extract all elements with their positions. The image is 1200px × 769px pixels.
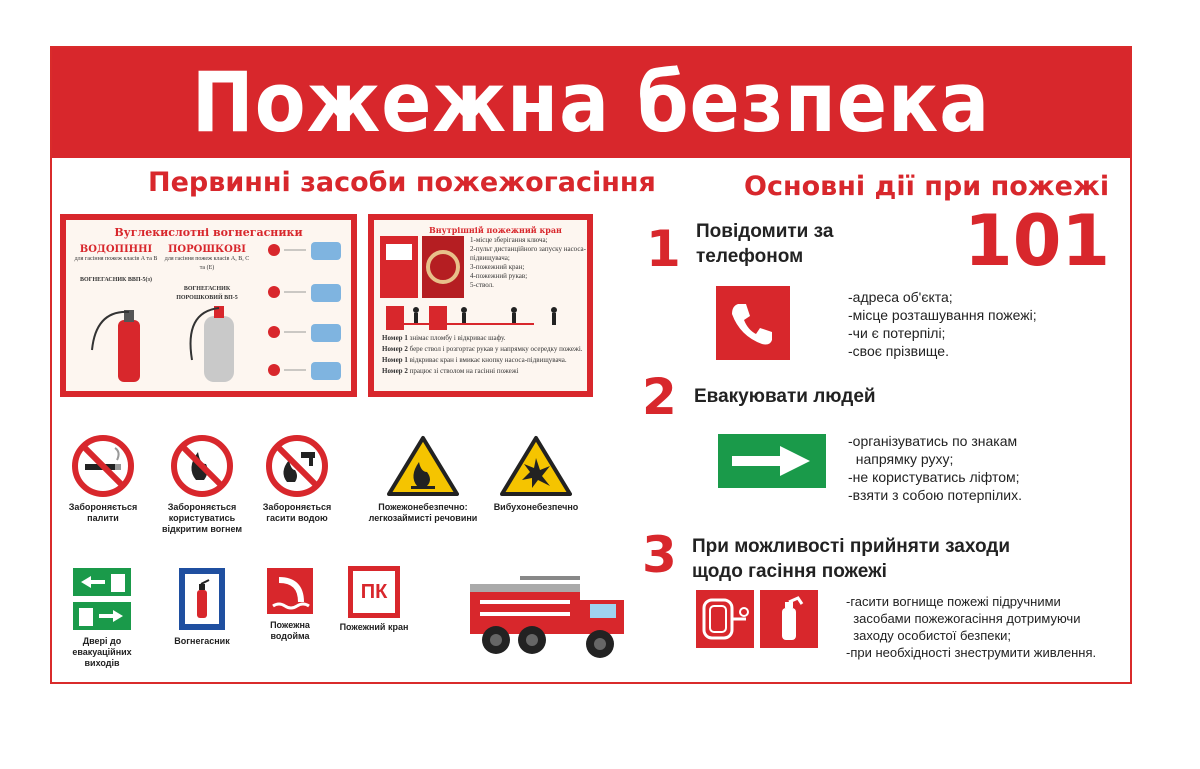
hydrant-steps: Номер 1 знімає пломбу і відкриває шафу. Номер 2 бере ствол і розгортає рукав у напрямку осередку пожежі. Номер 1 відкриває кран і вмикає кнопку насоса-підвищувача. Номер 2 працює зі стволом на гасінні пожежі	[382, 334, 583, 375]
sign-no-water: Забороняється гасити водою	[252, 434, 342, 524]
sign-flammable: Пожежонебезпечно: легкозаймисті речовини	[368, 434, 478, 524]
step-2-number: 2	[642, 368, 677, 426]
hydrant-legend: 1-місце зберігання ключа; 2-пульт дистанційного запуску насоса-підвищувача; 3-пожежний кран; 4-пожежний рукав; 5-ствол.	[470, 236, 586, 289]
hydrant-poster-title: Внутрішній пожежний кран	[429, 225, 562, 235]
sign-fire-water-source: Пожежна водойма	[252, 566, 328, 642]
step-1-number: 1	[646, 220, 681, 278]
left-section-title: Первинні засоби пожежогасіння	[148, 167, 656, 198]
no-smoking-icon	[71, 434, 135, 498]
no-open-flame-icon	[170, 434, 234, 498]
step-1-items: -адреса об'єкта; -місце розташування пожежі; -чи є потерпілі; -своє прізвище.	[848, 289, 1037, 359]
arrow-right-icon	[718, 434, 826, 488]
sign-no-open-flame: Забороняється користуватись відкритим вогнем	[152, 434, 252, 535]
flammable-warning-icon	[387, 434, 459, 498]
water-sub: для гасіння пожеж класів А та В	[74, 256, 158, 262]
step-3-title: При можливості прийняти заходи щодо гасіння пожежі	[692, 536, 1011, 582]
sign-explosive: Вибухонебезпечно	[486, 434, 586, 513]
phone-icon	[716, 286, 790, 360]
right-section-title: Основні дії при пожежі	[744, 171, 1110, 202]
step-3-number: 3	[642, 526, 677, 584]
hydrant-cabinet-icon	[378, 234, 468, 302]
sign-fire-hydrant-pk: ПК Пожежний кран	[336, 566, 412, 633]
explosive-warning-icon	[500, 434, 572, 498]
extinguishers-illustration	[66, 220, 351, 391]
fire-hose-icon	[696, 590, 754, 648]
step-2-items: -організуватись по знакам напрямку руху; -не користуватись ліфтом; -взяти з собою потерпілих.	[848, 433, 1022, 503]
fire-hydrant-pk-icon: ПК	[348, 566, 400, 618]
page-title: Пожежна безпека	[191, 54, 991, 152]
fire-extinguisher-icon	[760, 590, 818, 648]
poster	[50, 46, 1132, 684]
step-2-title: Евакуювати людей	[694, 386, 876, 407]
powder-sub: для гасіння пожеж класів А, В, С та (Е)	[164, 256, 250, 271]
sign-no-smoking: Забороняється палити	[58, 434, 148, 524]
sign-evacuation-exit: Двері до евакуаційних виходів	[64, 566, 140, 669]
water-model: ВОГНЕГАСНИК ВВП-5(з)	[80, 277, 152, 283]
sign-fire-extinguisher: Вогнегасник	[164, 566, 240, 647]
extinguishers-poster	[60, 214, 357, 397]
fire-water-source-icon	[265, 566, 315, 616]
powder-head: ПОРОШКОВІ	[167, 244, 246, 255]
fire-extinguisher-sign-icon	[177, 566, 227, 632]
emergency-number: 101	[964, 200, 1111, 282]
step-3-items: -гасити вогнище пожежі підручними засобами пожежогасіння дотримуючи заходу особистої безпеки; -при необхідності знеструмити живлення.	[846, 594, 1097, 660]
water-head: ВОДОПІННІ	[79, 244, 153, 255]
powder-model: ВОГНЕГАСНИК ПОРОШКОВИЙ ВП-5	[176, 286, 238, 301]
extinguishers-poster-title: Вуглекислотні вогнегасники	[114, 226, 303, 239]
no-water-extinguish-icon	[265, 434, 329, 498]
fire-truck-icon	[460, 570, 640, 670]
evacuation-exit-icon	[71, 566, 133, 632]
hydrant-steps-illustration	[384, 304, 574, 332]
step-1-title: Повідомити за телефоном	[696, 221, 834, 267]
hydrant-poster	[368, 214, 593, 397]
title-banner	[52, 48, 1130, 158]
